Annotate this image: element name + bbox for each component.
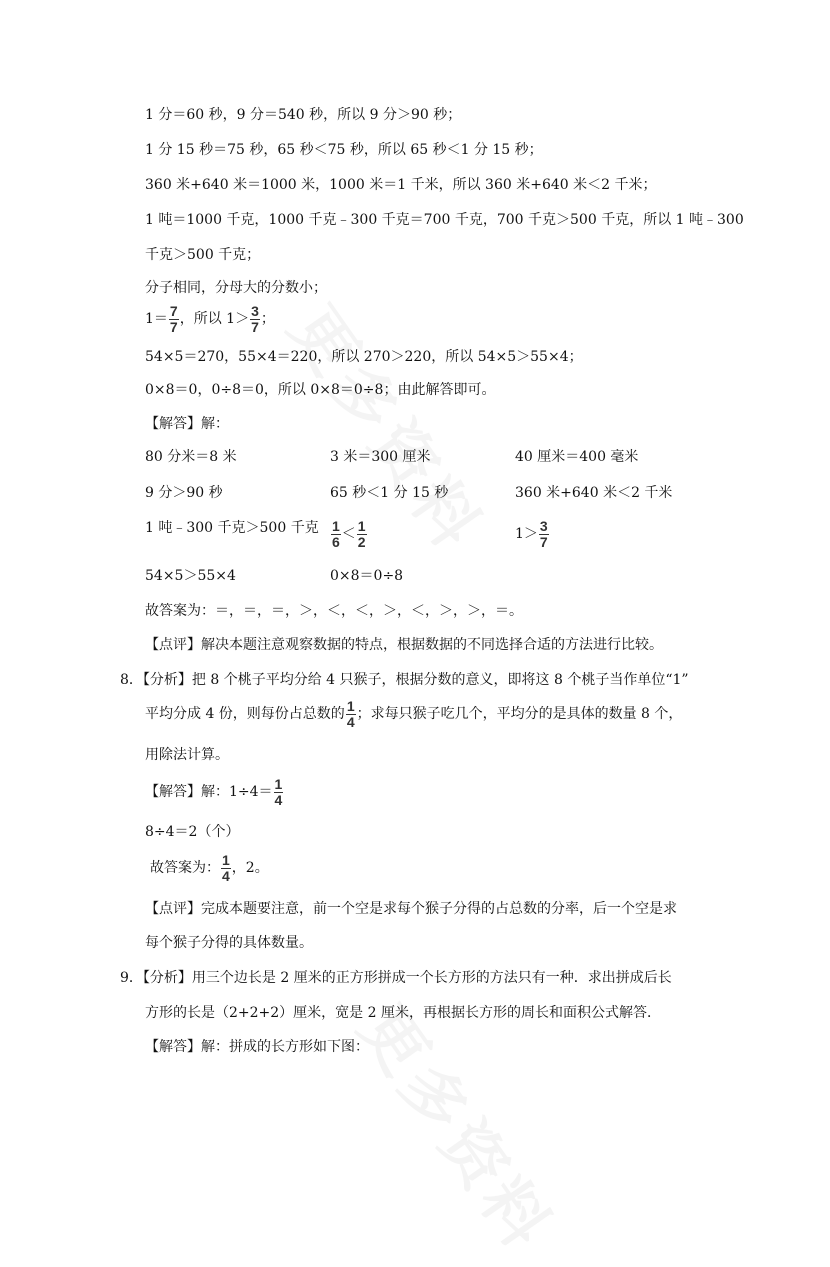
- answer-item: 80 分米＝8 米: [145, 449, 237, 465]
- numerator: 3: [539, 517, 548, 534]
- fraction-3-7: [539, 519, 549, 550]
- denominator: 2: [357, 533, 366, 550]
- text-line: 0×8＝0，0÷8＝0，所以 0×8＝0÷8；由此解答即可。: [145, 382, 496, 398]
- answer-item: 3 米＝300 厘米: [330, 449, 431, 465]
- text-line: 1 分＝60 秒，9 分＝540 秒，所以 9 分＞90 秒；: [145, 107, 462, 123]
- fraction-7-7: [169, 304, 179, 335]
- answer-item-fractions: [330, 514, 368, 554]
- text-line: 用除法计算。: [145, 747, 229, 763]
- numerator: 7: [169, 302, 178, 319]
- text-line: 54×5＝270，55×4＝220，所以 270＞220，所以 54×5＞55×4；: [145, 349, 583, 365]
- text-line: 千克＞500 千克；: [145, 247, 261, 263]
- text-segment: ；求每只猴子吃几个，平均分的是具体的数量 8 个，: [356, 706, 683, 722]
- fraction-line: [145, 772, 284, 812]
- text-segment: ，2。: [231, 860, 269, 876]
- fraction-1-4: [221, 853, 231, 884]
- text-line: 1 吨＝1000 千克，1000 千克﹣300 千克＝700 千克，700 千克＞500 千克，所以 1 吨﹣300: [145, 212, 744, 228]
- answer-heading: 【解答】解：: [145, 416, 229, 432]
- answer-item: 9 分＞90 秒: [145, 485, 223, 501]
- numerator: 1: [357, 517, 366, 534]
- text-line: 每个猴子分得的具体数量。: [145, 935, 313, 951]
- answer-item: 1 吨﹣300 千克＞500 千克: [145, 520, 319, 536]
- text-segment: 【解答】解：1÷4＝: [145, 784, 273, 800]
- fraction-3-7: [250, 304, 260, 335]
- text-line: 分子相同，分母大的分数小；: [145, 280, 327, 296]
- text-line: 方形的长是（2+2+2）厘米，宽是 2 厘米，再根据长方形的周长和面积公式解答．: [145, 1005, 661, 1021]
- question-8-analysis: 8．【分析】把 8 个桃子平均分给 4 只猴子，根据分数的意义，即将这 8 个桃子当作单位“1”: [120, 672, 689, 688]
- text-line: 360 米+640 米＝1000 米，1000 米＝1 千米，所以 360 米+640 米＜2 千米；: [145, 177, 657, 193]
- numerator: 3: [251, 302, 259, 319]
- answer-item: 65 秒＜1 分 15 秒: [330, 485, 449, 501]
- answer-item: 360 米+640 米＜2 千米: [515, 485, 673, 501]
- text-segment: ；: [260, 311, 275, 327]
- numerator: 1: [274, 775, 283, 792]
- answer-heading: 【解答】解：拼成的长方形如下图：: [145, 1039, 369, 1055]
- denominator: 7: [539, 533, 548, 550]
- watermark-lower: [342, 985, 578, 1267]
- fraction-1-4: [346, 699, 356, 730]
- fraction-line: [150, 848, 269, 888]
- numerator: 1: [222, 851, 230, 868]
- denominator: 4: [346, 713, 355, 730]
- denominator: 7: [169, 318, 178, 335]
- text-segment: 平均分成 4 份，则每份占总数的: [145, 706, 345, 722]
- text-line: 故答案为：＝，＝，＝，＞，＜，＜，＞，＜，＞，＞，＝。: [145, 603, 523, 619]
- denominator: 4: [222, 867, 230, 884]
- text-segment: 1＞: [515, 526, 538, 542]
- answer-item: 40 厘米＝400 毫米: [515, 449, 639, 465]
- answer-item: 54×5＞55×4: [145, 568, 236, 584]
- text-segment: 故答案为：: [150, 860, 220, 876]
- question-9-analysis: 9．【分析】用三个边长是 2 厘米的正方形拼成一个长方形的方法只有一种．求出拼成后长: [120, 970, 672, 986]
- numerator: 1: [332, 517, 340, 534]
- numerator: 1: [346, 697, 355, 714]
- denominator: 7: [251, 318, 259, 335]
- text-segment: 1＝: [145, 311, 168, 327]
- fraction-line: [145, 694, 682, 734]
- text-segment: ＜: [341, 526, 356, 542]
- answer-item: 0×8＝0÷8: [330, 568, 404, 584]
- fraction-1-4: [274, 777, 284, 808]
- fraction-1-2: [357, 519, 367, 550]
- comment-line: 【点评】完成本题要注意，前一个空是求每个猴子分得的占总数的分率，后一个空是求: [145, 901, 677, 917]
- denominator: 4: [274, 791, 283, 808]
- denominator: 6: [332, 533, 340, 550]
- fraction-1-6: [331, 519, 341, 550]
- fraction-line: [145, 300, 275, 338]
- comment-line: 【点评】解决本题注意观察数据的特点，根据数据的不同选择合适的方法进行比较。: [145, 637, 663, 653]
- text-line: 1 分 15 秒＝75 秒，65 秒＜75 秒，所以 65 秒＜1 分 15 秒；: [145, 142, 543, 158]
- text-line: 8÷4＝2（个）: [145, 824, 240, 840]
- text-segment: ，所以 1＞: [179, 311, 250, 327]
- answer-item-fractions: [515, 514, 550, 554]
